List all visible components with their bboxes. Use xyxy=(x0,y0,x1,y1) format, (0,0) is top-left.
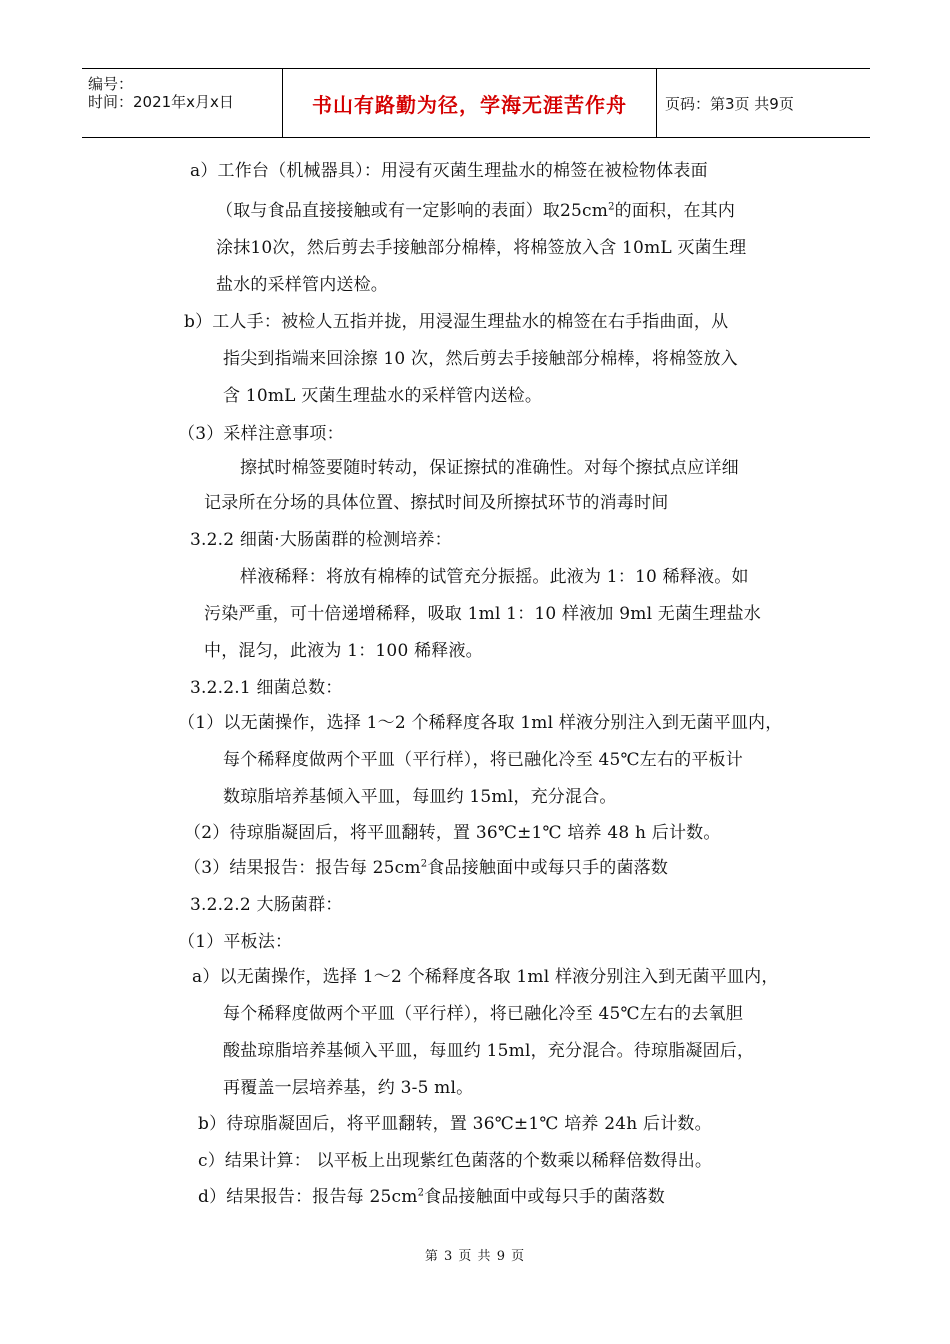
text-line: 再覆盖一层培养基，约 3-5 ml。 xyxy=(223,1078,474,1098)
text-line: 每个稀释度做两个平皿（平行样），将已融化冷至 45℃左右的平板计 xyxy=(223,750,743,770)
text-line: 每个稀释度做两个平皿（平行样），将已融化冷至 45℃左右的去氧胆 xyxy=(223,1004,743,1024)
text-line: d）结果报告：报告每 $25cm^2$食品接触面中或每只手的菌落数 xyxy=(198,1187,665,1207)
motto: 书山有路勤为径，学海无涯苦作舟 xyxy=(312,92,627,117)
header-motto-cell xyxy=(283,69,657,137)
text-line: 记录所在分场的具体位置、擦拭时间及所擦拭环节的消毒时间 xyxy=(204,493,669,513)
text-line: （3）采样注意事项： xyxy=(178,424,344,444)
text-line: a）工作台（机械器具）：用浸有灭菌生理盐水的棉签在被检物体表面 xyxy=(190,161,708,181)
section-heading: 3.2.2.2 大肠菌群： xyxy=(190,895,343,915)
date-label: 时间：2021年x月x日 xyxy=(88,93,234,111)
text-line: 数琼脂培养基倾入平皿，每皿约 15ml，充分混合。 xyxy=(223,787,617,807)
superscript: 2 xyxy=(608,201,615,213)
text-line: 含 10mL 灭菌生理盐水的采样管内送检。 xyxy=(223,386,543,406)
text-line: 指尖到指端来回涂擦 10 次，然后剪去手接触部分棉棒，将棉签放入 xyxy=(223,349,738,369)
text-line: 涂抹10次，然后剪去手接触部分棉棒，将棉签放入含 10mL 灭菌生理 xyxy=(216,238,747,258)
number-label: 编号： xyxy=(88,75,134,93)
header-info-cell xyxy=(82,69,283,137)
text-line: （1）平板法： xyxy=(178,932,293,952)
page-code: 页码：第3页 共9页 xyxy=(665,94,794,113)
text-line: （3）结果报告：报告每 $25cm^2$食品接触面中或每只手的菌落数 xyxy=(184,858,669,878)
text-line: b）工人手：被检人五指并拢，用浸湿生理盐水的棉签在右手指曲面，从 xyxy=(184,312,729,332)
page-header xyxy=(82,68,870,138)
text-line: 中，混匀，此液为 1：100 稀释液。 xyxy=(204,641,483,661)
text-line: c）结果计算： 以平板上出现紫红色菌落的个数乘以稀释倍数得出。 xyxy=(198,1151,713,1171)
text-line: 擦拭时棉签要随时转动，保证擦拭的准确性。对每个擦拭点应详细 xyxy=(240,458,739,478)
header-page-cell xyxy=(657,69,870,137)
text-line: （取与食品直接接触或有一定影响的表面）取$25cm^2$的面积，在其内 xyxy=(216,201,736,221)
text-line: （2）待琼脂凝固后，将平皿翻转，置 36℃±1℃ 培养 48 h 后计数。 xyxy=(184,823,721,843)
text-line: b）待琼脂凝固后，将平皿翻转，置 36℃±1℃ 培养 24h 后计数。 xyxy=(198,1114,712,1134)
section-heading: 3.2.2.1 细菌总数： xyxy=(190,678,343,698)
text-line: 酸盐琼脂培养基倾入平皿，每皿约 15ml，充分混合。待琼脂凝固后， xyxy=(223,1041,755,1061)
text-line: 样液稀释：将放有棉棒的试管充分振摇。此液为 1：10 稀释液。如 xyxy=(240,567,749,587)
page-footer: 第 3 页 共 9 页 xyxy=(424,1249,526,1264)
text-line: 盐水的采样管内送检。 xyxy=(216,275,388,295)
text-line: a）以无菌操作，选择 1～2 个稀释度各取 1ml 样液分别注入到无菌平皿内， xyxy=(192,967,779,987)
section-heading: 3.2.2 细菌·大肠菌群的检测培养： xyxy=(190,530,452,550)
text-line: （1）以无菌操作，选择 1～2 个稀释度各取 1ml 样液分别注入到无菌平皿内， xyxy=(178,713,783,733)
text-line: 污染严重，可十倍递增稀释，吸取 1ml 1：10 样液加 9ml 无菌生理盐水 xyxy=(204,604,762,624)
